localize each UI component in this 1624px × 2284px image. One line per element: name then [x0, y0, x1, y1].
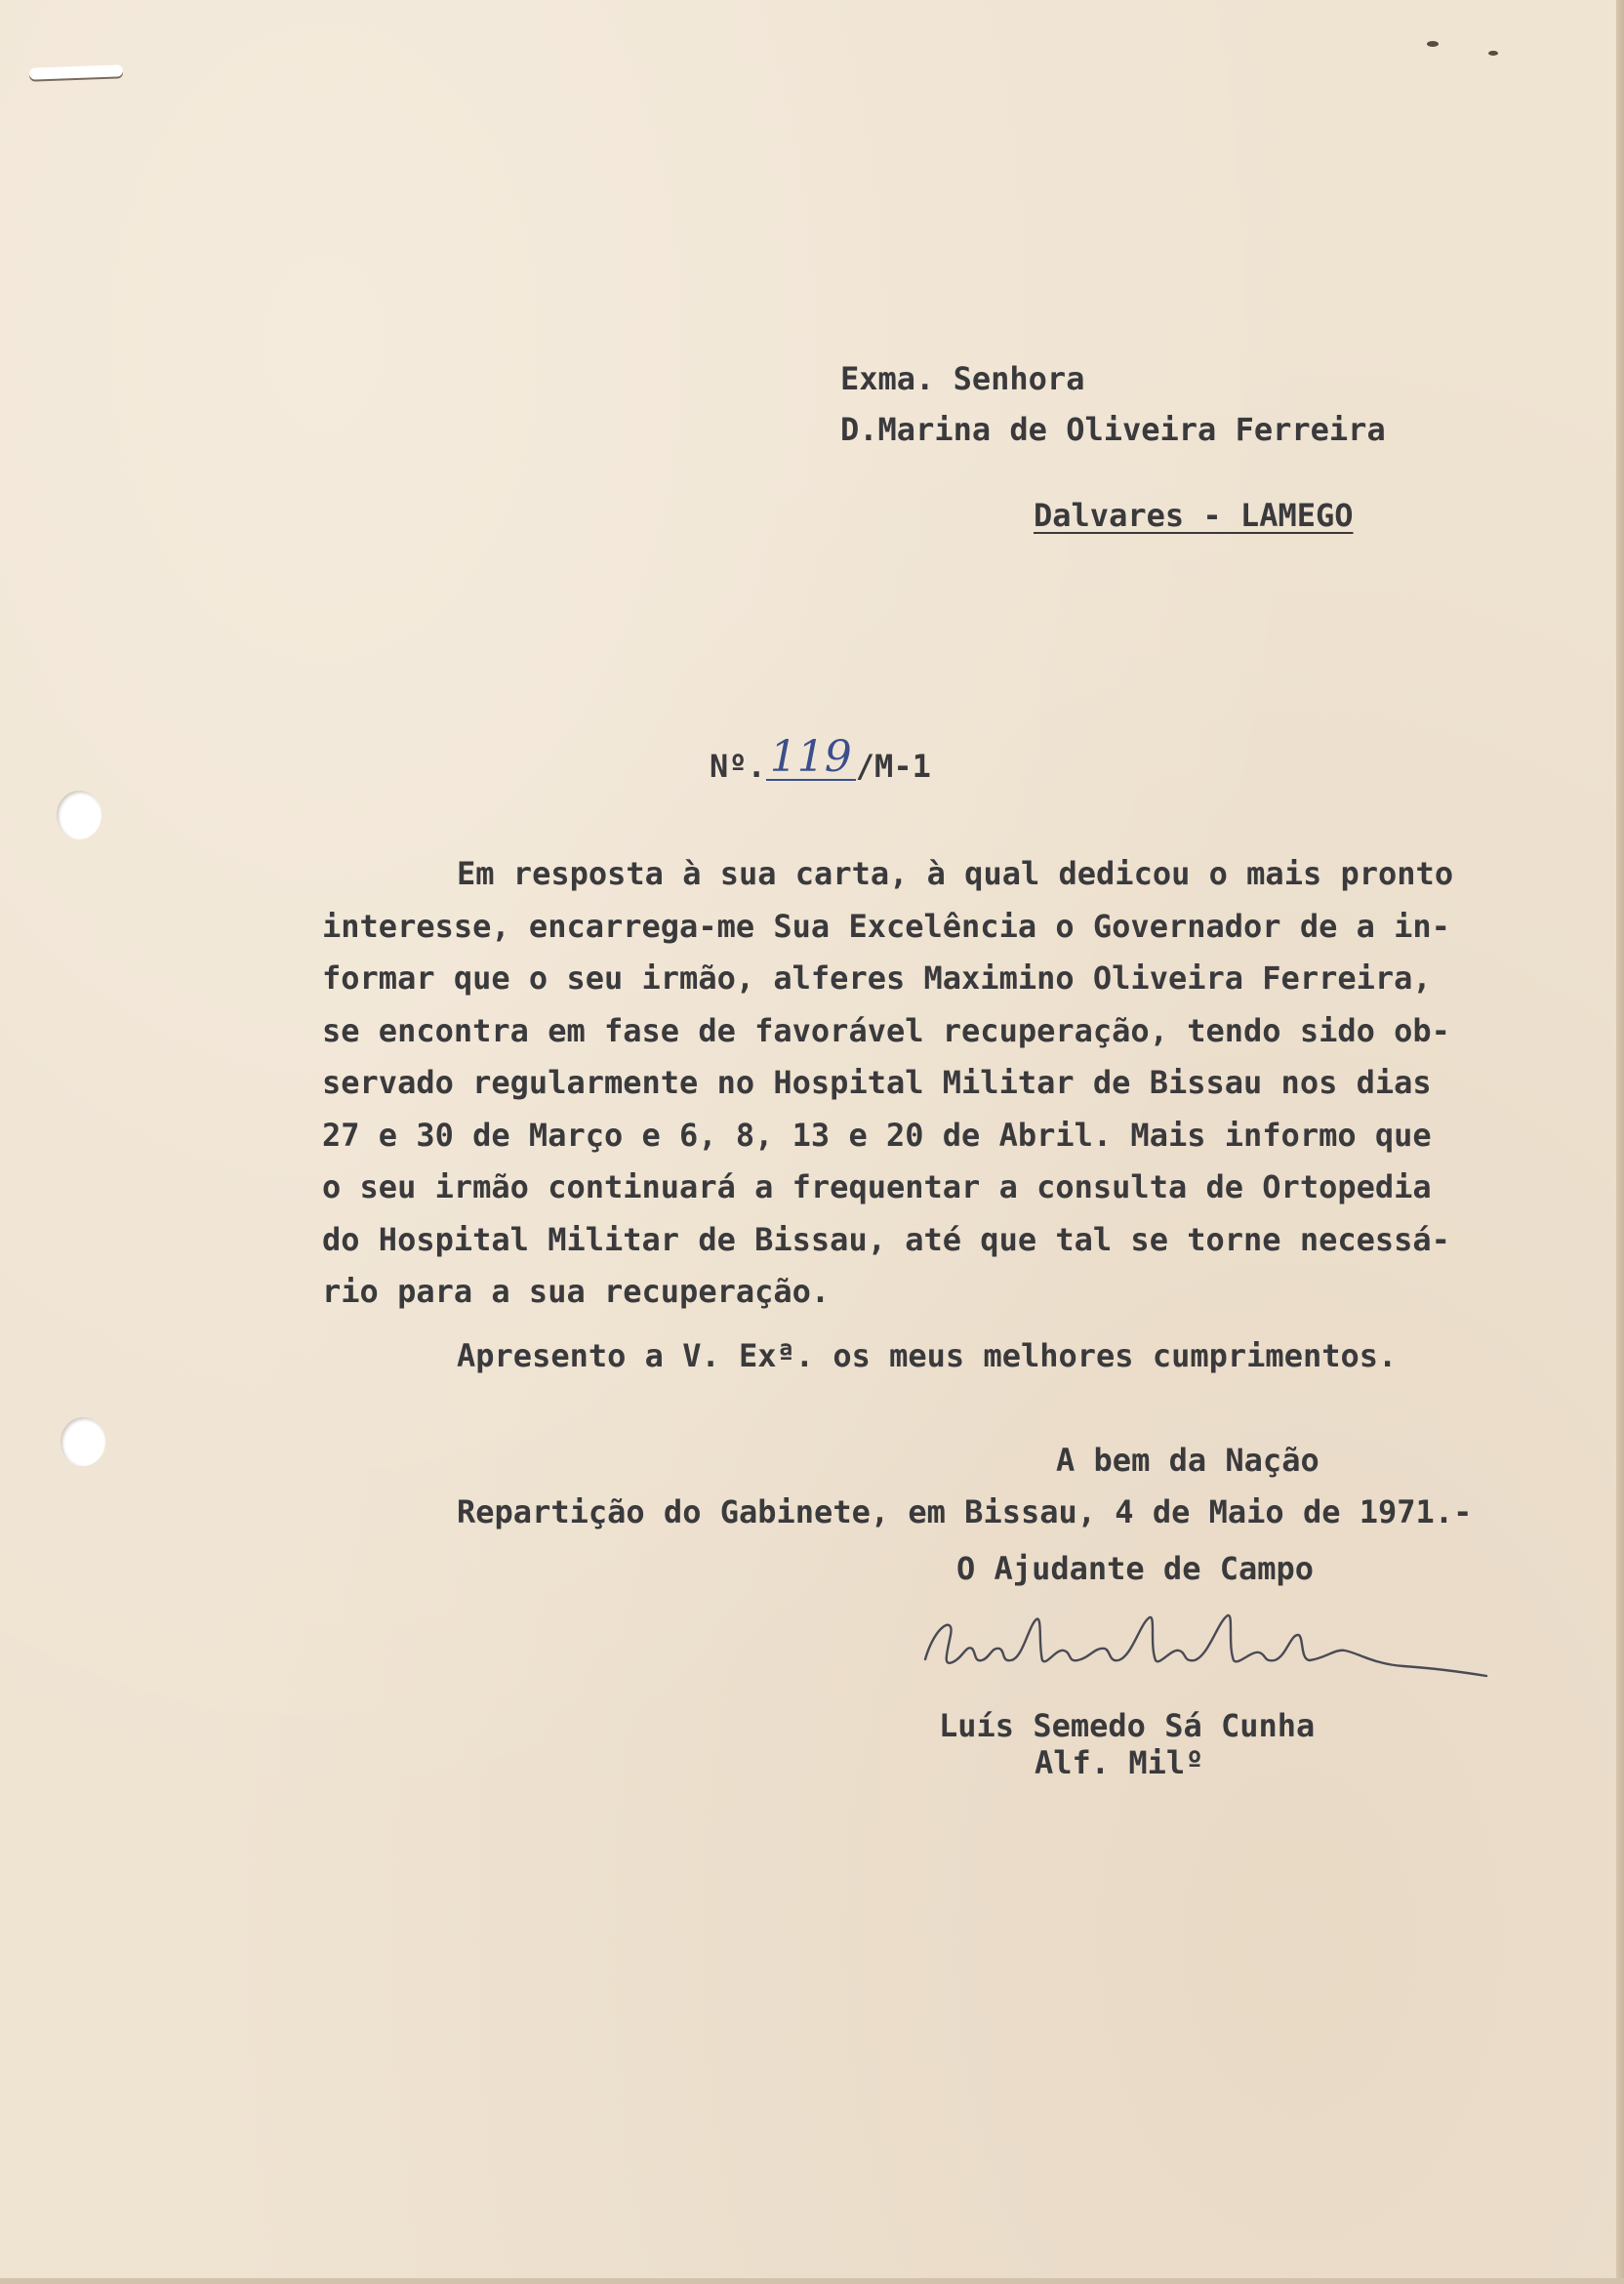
- paper-speck: [1427, 41, 1439, 47]
- body-line: 27 e 30 de Março e 6, 8, 13 e 20 de Abril. Mais informo que: [322, 1116, 1432, 1154]
- paper-speck: [1488, 51, 1498, 56]
- reference-handwritten-number: 119: [766, 736, 856, 781]
- reference-prefix: Nº.: [710, 748, 766, 785]
- handwritten-signature: [915, 1606, 1491, 1693]
- paper-edge-bottom: [0, 2278, 1624, 2284]
- addressee-name: D.Marina de Oliveira Ferreira: [840, 411, 1386, 448]
- closing-greeting: Apresento a V. Exª. os meus melhores cumprimentos.: [457, 1337, 1398, 1374]
- staple-tear-mark: [29, 64, 123, 79]
- sign-off-place-date: Repartição do Gabinete, em Bissau, 4 de Maio de 1971.-: [457, 1493, 1473, 1530]
- addressee-place: Dalvares - LAMEGO: [1034, 497, 1354, 534]
- body-line: servado regularmente no Hospital Militar de Bissau nos dias: [322, 1064, 1432, 1101]
- body-line: formar que o seu irmão, alferes Maximino Oliveira Ferreira,: [322, 959, 1432, 997]
- sign-off-role: O Ajudante de Campo: [956, 1550, 1315, 1587]
- signatory-name: Luís Semedo Sá Cunha: [939, 1707, 1316, 1744]
- body-line: se encontra em fase de favorável recuperação, tendo sido ob-: [322, 1011, 1450, 1049]
- body-line: rio para a sua recuperação.: [322, 1273, 831, 1310]
- reference-number: [710, 732, 931, 787]
- paper-edge-right: [1616, 0, 1624, 2284]
- punch-hole: [57, 791, 102, 839]
- punch-hole: [61, 1417, 105, 1466]
- reference-suffix: /M-1: [855, 748, 931, 785]
- body-line: interesse, encarrega-me Sua Excelência o Governador de a in-: [322, 907, 1450, 945]
- body-line: Em resposta à sua carta, à qual dedicou o mais pronto: [457, 855, 1454, 892]
- addressee-salutation: Exma. Senhora: [840, 360, 1085, 397]
- body-line: do Hospital Militar de Bissau, até que tal se torne necessá-: [322, 1220, 1450, 1258]
- body-line: o seu irmão continuará a frequentar a consulta de Ortopedia: [322, 1168, 1432, 1205]
- letter-body: [322, 855, 1493, 1326]
- signatory-rank: Alf. Milº: [1035, 1744, 1204, 1781]
- sign-off-motto: A bem da Nação: [1056, 1442, 1320, 1479]
